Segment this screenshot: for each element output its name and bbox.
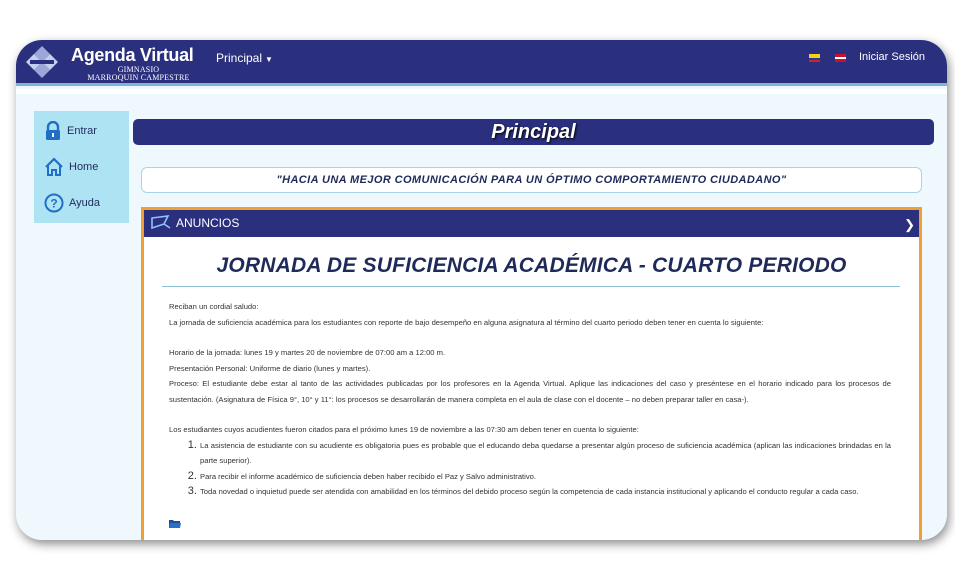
- school-name-line2: MARROQUIN CAMPESTRE: [87, 73, 190, 82]
- side-menu: [34, 111, 129, 223]
- folder-icon[interactable]: [169, 519, 181, 529]
- list-item: 2. Para recibir el informe académico de suficiencia deben haber recibido el Paz y Salvo administrativo.: [200, 469, 891, 485]
- announcements-header[interactable]: [144, 210, 919, 237]
- announcement-title: JORNADA DE SUFICIENCIA ACADÉMICA - CUARTO PERIODO: [216, 254, 847, 277]
- sidebar-item-ayuda[interactable]: [44, 193, 100, 213]
- paragraph: Los estudiantes cuyos acudientes fueron citados para el próximo lunes 19 de noviembre a las 07:30 am deben tener en cuenta lo siguiente:: [169, 425, 639, 434]
- app-title: Agenda Virtual: [71, 45, 194, 65]
- caret-down-icon: ▼: [265, 55, 273, 64]
- help-icon: [44, 193, 64, 213]
- english-flag-icon[interactable]: [835, 54, 846, 62]
- page-title: Principal: [133, 119, 934, 145]
- login-link[interactable]: Iniciar Sesión: [859, 51, 926, 63]
- spanish-flag-icon[interactable]: [809, 54, 820, 62]
- paragraph: Reciban un cordial saludo:: [169, 302, 259, 311]
- home-icon: [44, 157, 64, 177]
- sidebar-item-label: Entrar: [67, 125, 97, 137]
- list-item: 1. La asistencia de estudiante con su acudiente es obligatoria pues es probable que el educando deba quedarse a presentar algún proceso de suficiencia académica (aplican las indicaciones brindadas en la parte superior).: [200, 438, 891, 469]
- motto-banner: "HACIA UNA MEJOR COMUNICACIÓN PARA UN ÓPTIMO COMPORTAMIENTO CIUDADANO": [141, 167, 922, 193]
- announcements-panel: [141, 207, 922, 540]
- list-item: 3. Toda novedad o inquietud puede ser atendida con amabilidad en los términos del debido proceso según la competencia de cada instancia institucional y aplicando el conducto regular a cada caso.: [200, 484, 891, 500]
- paragraph: La jornada de suficiencia académica para los estudiantes con reporte de bajo desempeño en alguna asignatura al término del cuarto periodo deben tener en cuenta lo siguiente:: [169, 317, 764, 327]
- paragraph: Horario de la jornada: lunes 19 y martes 20 de noviembre de 07:00 am a 12:00 m.: [169, 348, 446, 357]
- paragraph: Proceso: El estudiante debe estar al tanto de las actividades publicadas por los profesores en la Agenda Virtual. Aplique las indicaciones del caso y preséntese en el horario indicado para los procesos de sustentación. (Asignatura de Física 9°, 10° y 11°: los procesos se desarrollarán de manera completa en el aula de clase con el docente – no deben preparar taller en casa-).: [169, 379, 891, 404]
- announcements-header-label: ANUNCIOS: [176, 216, 240, 230]
- announcement-body: [169, 299, 891, 500]
- top-navbar: [16, 40, 947, 86]
- main-content: [16, 89, 947, 540]
- paragraph: Presentación Personal: Uniforme de diario (lunes y martes).: [169, 363, 371, 373]
- instruction-list: [185, 438, 891, 500]
- app-window: [16, 40, 947, 540]
- divider: [16, 89, 947, 94]
- lock-icon: [44, 121, 62, 141]
- nav-principal-label: Principal: [216, 51, 263, 65]
- divider: [162, 286, 900, 287]
- sidebar-item-label: Home: [69, 161, 99, 173]
- megaphone-icon: [150, 215, 172, 231]
- sidebar-item-home[interactable]: [44, 157, 98, 177]
- sidebar-item-label: Ayuda: [69, 197, 100, 209]
- svg-text:?: ?: [50, 196, 58, 211]
- school-name: [76, 66, 201, 82]
- chevron-down-icon[interactable]: ❯: [904, 217, 915, 232]
- school-logo: [24, 44, 60, 80]
- sidebar-item-entrar[interactable]: [44, 121, 97, 141]
- nav-principal-dropdown[interactable]: [216, 51, 273, 65]
- school-name-line1: GIMNASIO: [117, 65, 160, 74]
